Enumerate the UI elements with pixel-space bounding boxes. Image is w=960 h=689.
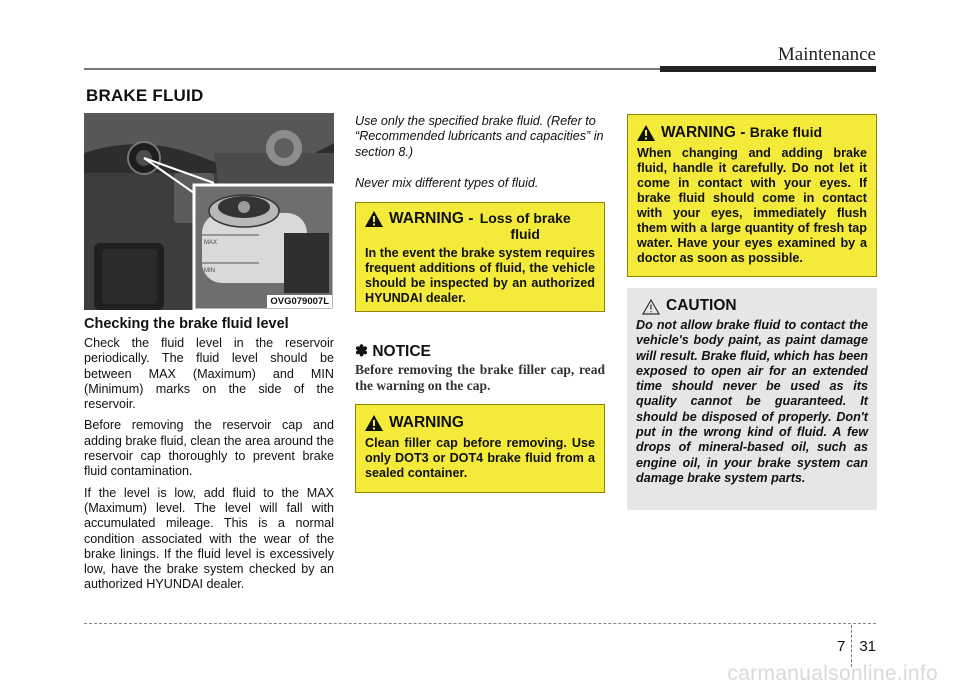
notice-label: NOTICE	[372, 343, 431, 360]
caution-text: Do not allow brake fluid to contact the vehicle's body paint, as paint damage will result. Brake fluid, which has been exposed to open air for an extended time should never be used as its quality cannot be guaranteed. It should be disposed of properly. Don't put in the wrong kind of fluid. A few drops of mineral-based oil, such as engine oil, in your brake system can damage brake system parts.	[636, 318, 868, 485]
notice-icon: ✽	[355, 343, 368, 360]
mix-note: Never mix different types of fluid.	[355, 176, 539, 190]
warning-title	[365, 414, 595, 432]
header-rule	[84, 68, 660, 70]
paragraph: Before removing the reservoir cap and adding brake fluid, clean the area around the reservoir cap thoroughly to prevent brake fluid contamination.	[84, 418, 334, 479]
warning-label: WARNING -	[389, 210, 474, 227]
watermark: carmanualsonline.info	[727, 662, 938, 685]
page-number	[837, 625, 876, 667]
body-text	[84, 336, 334, 599]
figure-code: OVG079007L	[267, 295, 332, 308]
warning-subtitle: Brake fluid	[749, 124, 823, 140]
min-mark-label: MIN	[204, 268, 215, 274]
engine-bay-photo	[84, 113, 334, 310]
warning-icon	[637, 125, 655, 141]
caution-title	[636, 297, 868, 315]
warning-icon	[365, 211, 383, 227]
fluid-spec-note: Use only the specified brake fluid. (Refer to “Recommended lubricants and capacities” in section 8.)	[355, 114, 604, 159]
header-rule-accent	[660, 66, 876, 72]
warning-box-brake-fluid	[627, 114, 877, 277]
paragraph: If the level is low, add fluid to the MAX (Maximum) level. The level will fall with accumulated mileage. This is a normal condition associated with the wear of the brake linings. If the fluid level is excessively low, have the brake system checked by an authorized HYUNDAI dealer.	[84, 485, 334, 592]
chapter-number: 7	[836, 637, 846, 655]
warning-subtitle: Loss of brake fluid	[479, 210, 571, 242]
warning-box-loss-of-fluid	[355, 202, 605, 312]
engine-bay-illustration	[84, 113, 334, 310]
warning-text: When changing and adding brake fluid, handle it carefully. Do not let it come in contact with your eyes. If brake fluid should come in contact with your eyes, immediately flush them with a large quantity of fresh tap water. Have your eyes examined by a doctor as soon as possible.	[637, 146, 867, 265]
warning-text: In the event the brake system requires frequent additions of fluid, the vehicle should be inspected by an authorized HYUNDAI dealer.	[365, 246, 595, 305]
subheading: Checking the brake fluid level	[84, 316, 289, 332]
max-mark-label: MAX	[204, 240, 218, 246]
section-header: Maintenance	[777, 44, 876, 65]
warning-box-filler-cap	[355, 404, 605, 493]
caution-box	[627, 288, 877, 510]
footer-rule	[84, 623, 876, 624]
warning-title	[637, 124, 867, 142]
warning-title	[365, 210, 595, 242]
warning-icon	[365, 415, 383, 431]
caution-label: CAUTION	[666, 297, 737, 314]
warning-label: WARNING	[389, 414, 464, 431]
notice-heading	[355, 342, 431, 361]
paragraph: Check the fluid level in the reservoir periodically. The fluid level should be between MAX (Maximum) and MIN (Minimum) marks on the side of the reservoir.	[84, 336, 334, 412]
page-title: BRAKE FLUID	[86, 86, 204, 105]
caution-icon	[642, 299, 660, 315]
notice-text: Before removing the brake filler cap, read the warning on the cap.	[355, 362, 605, 393]
warning-text: Clean filler cap before removing. Use only DOT3 or DOT4 brake fluid from a sealed container.	[365, 436, 595, 480]
page-number-value: 31	[859, 637, 876, 655]
page-number-divider	[851, 625, 853, 667]
warning-label: WARNING -	[661, 124, 746, 141]
